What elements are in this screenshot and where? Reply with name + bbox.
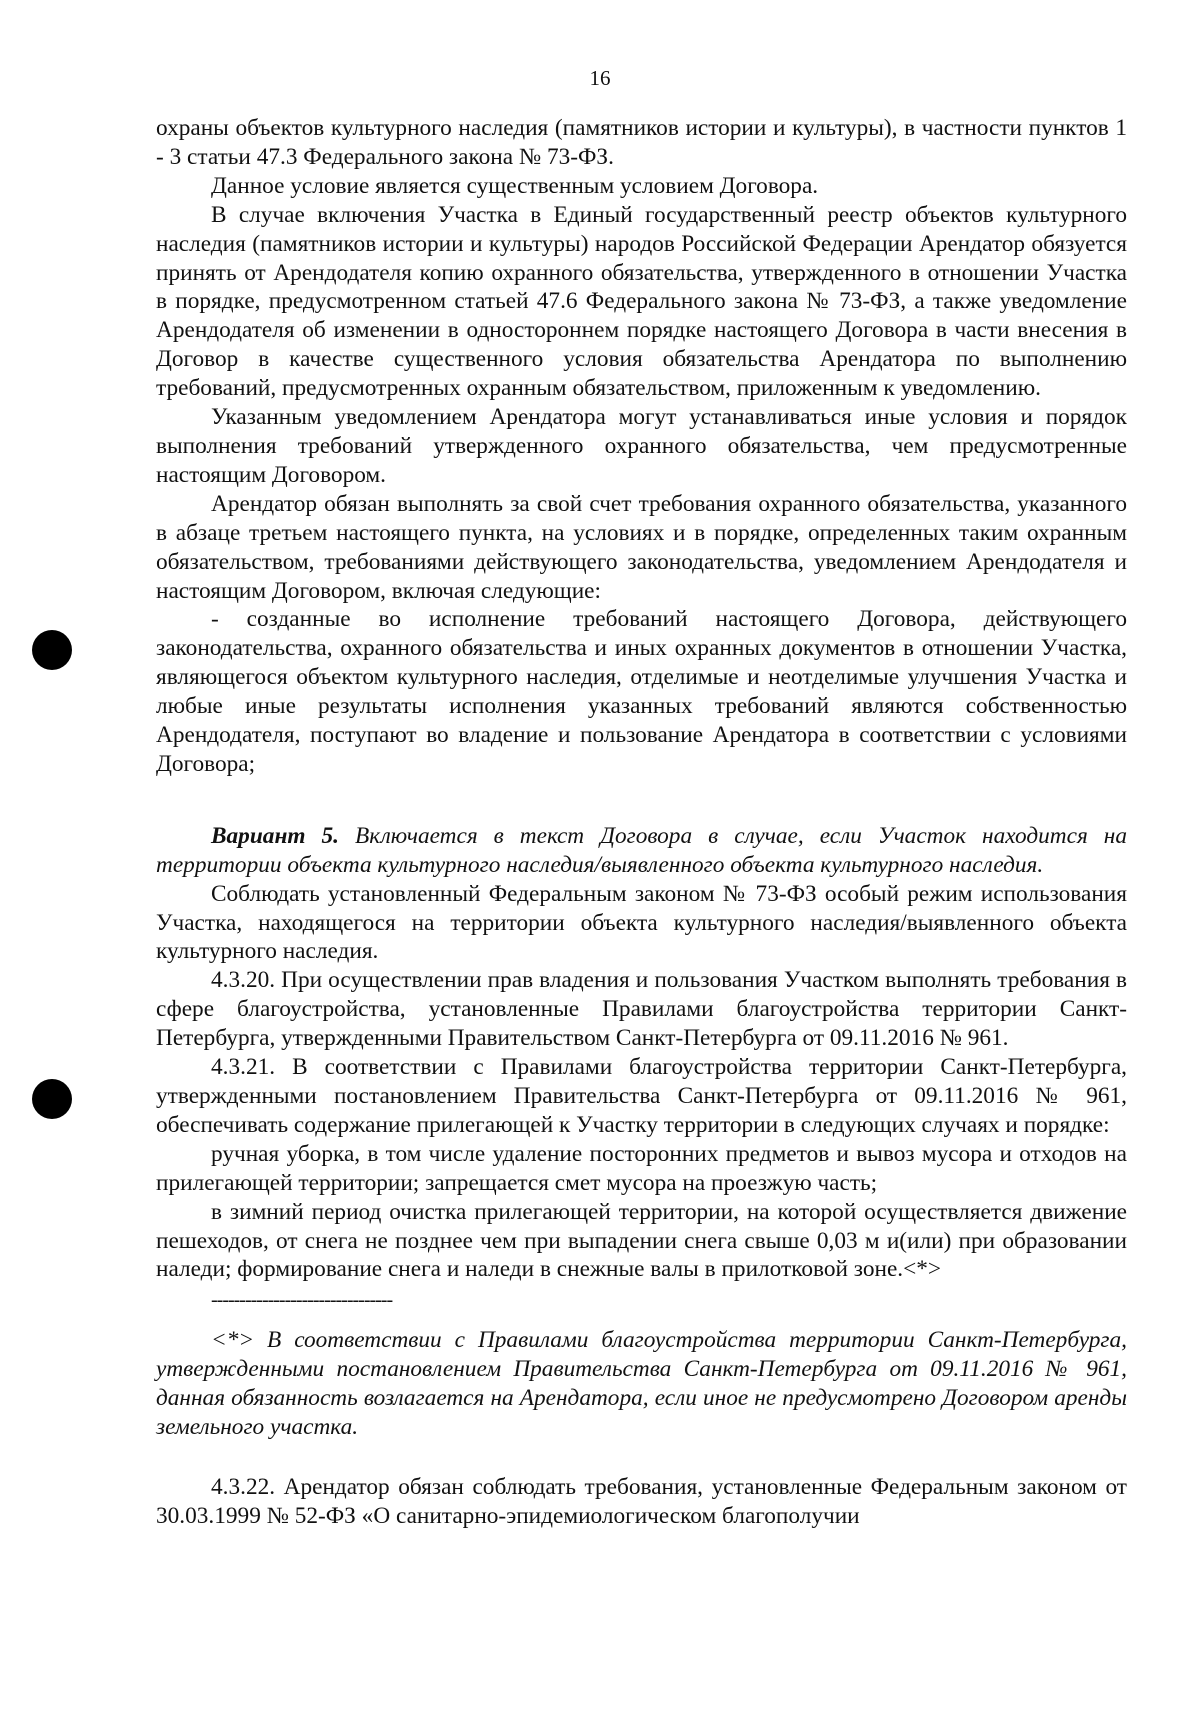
variant-label: Вариант 5. (211, 822, 339, 849)
paragraph: Арендатор обязан выполнять за свой счет требования охранного обязательства, указанного в абзаце третьем настоящего пункта, на условиях и в порядке, определенных таким охранным обязательством, требованиями действующего законодательства, уведомлением Арендодателя и настоящим Договором, включая следующие: (156, 490, 1127, 604)
punch-hole-mark (32, 630, 72, 670)
punch-hole-mark (32, 1079, 72, 1119)
spacer (156, 779, 1127, 822)
paragraph-4-3-22: 4.3.22. Арендатор обязан соблюдать требования, установленные Федеральным законом от 30.03.1999 № 52-ФЗ «О санитарно-эпидемиологическом благополучии (156, 1473, 1127, 1529)
paragraph-4-3-20: 4.3.20. При осуществлении прав владения и пользования Участком выполнять требования в сфере благоустройства, установленные Правилами благоустройства территории Санкт-Петербурга, утвержденными Правительством Санкт-Петербурга от 09.11.2016 № 961. (156, 967, 1127, 1052)
footnote: <*> В соответствии с Правилами благоустройства территории Санкт-Петербурга, утвержденными постановлением Правительства Санкт-Петербурга от 09.11.2016 № 961, данная обязанность возлагается на Арендатора, если иное не предусмотрено Договором аренды земельного участка. (156, 1327, 1127, 1441)
paragraph-4-3-21: 4.3.21. В соответствии с Правилами благоустройства территории Санкт-Петербурга, утвержденными постановлением Правительства Санкт-Петербурга от 09.11.2016 № 961, обеспечивать содержание прилегающей к Участку территории в следующих случаях и порядке: (156, 1054, 1127, 1138)
paragraph: Соблюдать установленный Федеральным законом № 73-ФЗ особый режим использования Участка, находящегося на территории объекта культурного наследия/выявленного объекта культурного наследия. (156, 880, 1127, 965)
variant-note (156, 822, 1127, 880)
paragraph: ручная уборка, в том числе удаление посторонних предметов и вывоз мусора и отходов на прилегающей территории; запрещается смет мусора на проезжую часть; (156, 1140, 1127, 1196)
paragraph: - созданные во исполнение требований настоящего Договора, действующего законодательства, охранного обязательства и иных охранных документов в отношении Участка, являющегося объектом культурного наследия, отделимые и неотделимые улучшения Участка и любые иные результаты исполнения указанных требований являются собственностью Арендодателя, поступают во владение и пользование Арендатора в соответствии с условиями Договора; (156, 606, 1127, 777)
spacer (156, 1442, 1127, 1473)
paragraph: в зимний период очистка прилегающей территории, на которой осуществляется движение пешеходов, от снега не позднее чем при выпадении снега свыше 0,03 м и(или) при образовании наледи; формирование снега и наледи в снежные валы в прилотковой зоне.<*> (156, 1198, 1127, 1283)
paragraph: охраны объектов культурного наследия (памятников истории и культуры), в частности пунктов 1 - 3 статьи 47.3 Федерального закона № 73-ФЗ. (156, 115, 1127, 170)
paragraph: Указанным уведомлением Арендатора могут устанавливаться иные условия и порядок выполнения требований утвержденного охранного обязательства, чем предусмотренные настоящим Договором. (156, 404, 1127, 488)
document-body (156, 114, 1127, 1531)
footnote-separator: -------------------------------- (211, 1289, 393, 1312)
paragraph: В случае включения Участка в Единый государственный реестр объектов культурного наследия (памятников истории и культуры) народов Российской Федерации Арендатор обязуется принять от Арендодателя копию охранного обязательства, утвержденного в отношении Участка в порядке, предусмотренном статьей 47.6 Федерального закона № 73-ФЗ, а также уведомление Арендодателя об изменении в одностороннем порядке настоящего Договора в части внесения в Договор в качестве существенного условия обязательства Арендатора по выполнению требований, предусмотренных охранным обязательством, приложенным к уведомлению. (156, 201, 1127, 402)
paragraph: Данное условие является существенным условием Договора. (211, 172, 819, 199)
page-number: 16 (589, 66, 611, 90)
variant-text: Включается в текст Договора в случае, если Участок находится на территории объекта культурного наследия/выявленного объекта культурного наследия. (156, 822, 1127, 878)
